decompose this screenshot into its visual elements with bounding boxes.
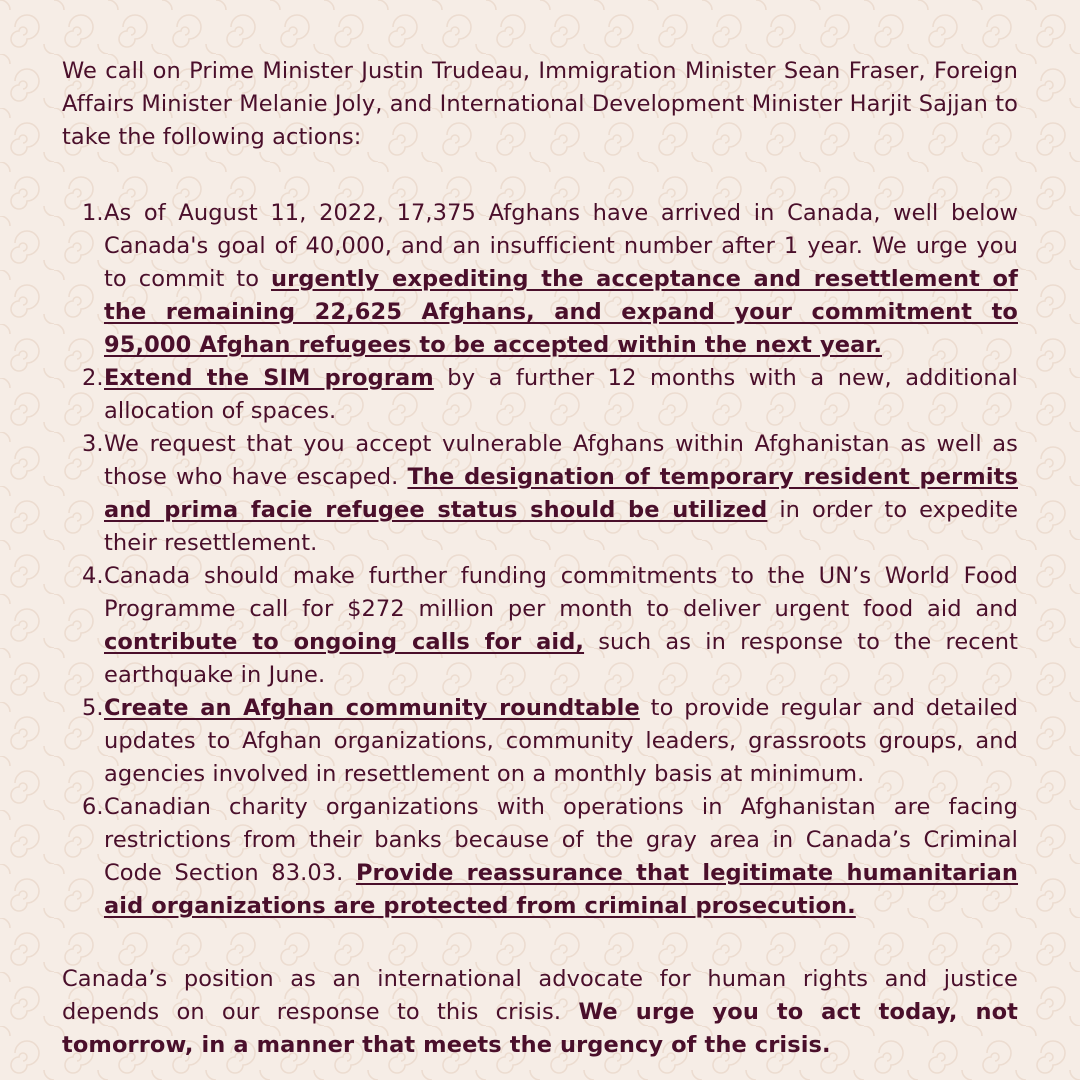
item-emphasis: Extend the SIM program xyxy=(104,365,434,391)
item-emphasis: Create an Afghan community roundtable xyxy=(104,695,640,721)
item-text: We request that you accept vulnerable Afghans within Afghanistan as well as those who have escaped. xyxy=(104,431,1018,490)
list-item xyxy=(62,560,1018,692)
intro-paragraph: We call on Prime Minister Justin Trudeau, Immigration Minister Sean Fraser, Foreign Affairs Minister Melanie Joly, and International Development Minister Harjit Sajjan to take the following actions: xyxy=(62,58,1018,150)
item-number: 3. xyxy=(82,431,104,457)
item-text: to provide regular and detailed updates to Afghan organizations, community leaders, grassroots groups, and agencies involved in resettlement on a monthly basis at minimum. xyxy=(104,695,1018,787)
closing-bold: We urge you to act today, not tomorrow, in a manner that meets the urgency of the crisis. xyxy=(62,999,1018,1058)
list-item xyxy=(62,428,1018,560)
closing-paragraph xyxy=(62,963,1018,1062)
item-number: 5. xyxy=(82,695,104,721)
list-item xyxy=(62,362,1018,428)
item-text: such as in response to the recent earthquake in June. xyxy=(104,629,1018,688)
item-text: by a further 12 months with a new, additional allocation of spaces. xyxy=(104,365,1018,424)
item-emphasis: contribute to ongoing calls for aid, xyxy=(104,629,585,655)
item-number: 4. xyxy=(82,563,104,589)
letter-body xyxy=(62,55,1018,1062)
item-text: in order to expedite their resettlement. xyxy=(104,497,1019,556)
item-number: 6. xyxy=(82,794,104,820)
item-emphasis: urgently expediting the acceptance and resettlement of the remaining 22,625 Afghans, and expand your commitment to 95,000 Afghan refugees to be accepted within the next year. xyxy=(104,266,1018,358)
closing-text: Canada’s position as an international advocate for human rights and justice depends on our response to this crisis. xyxy=(62,966,1018,1025)
list-item xyxy=(62,197,1018,362)
item-emphasis: Provide reassurance that legitimate humanitarian aid organizations are protected from criminal prosecution. xyxy=(104,860,1019,919)
list-item xyxy=(62,692,1018,791)
item-text: Canada should make further funding commitments to the UN’s World Food Programme call for $272 million per month to deliver urgent food aid and xyxy=(104,563,1018,622)
item-text: Canadian charity organizations with operations in Afghanistan are facing restrictions from their banks because of the gray area in Canada’s Criminal Code Section 83.03. xyxy=(104,794,1018,886)
item-number: 1. xyxy=(82,200,104,226)
list-item xyxy=(62,791,1018,923)
item-text: As of August 11, 2022, 17,375 Afghans have arrived in Canada, well below Canada's goal of 40,000, and an insufficient number after 1 year. We urge you to commit to xyxy=(104,200,1018,292)
item-emphasis: The designation of temporary resident permits and prima facie refugee status should be utilized xyxy=(104,464,1018,523)
action-list xyxy=(62,197,1018,923)
item-number: 2. xyxy=(82,365,104,391)
